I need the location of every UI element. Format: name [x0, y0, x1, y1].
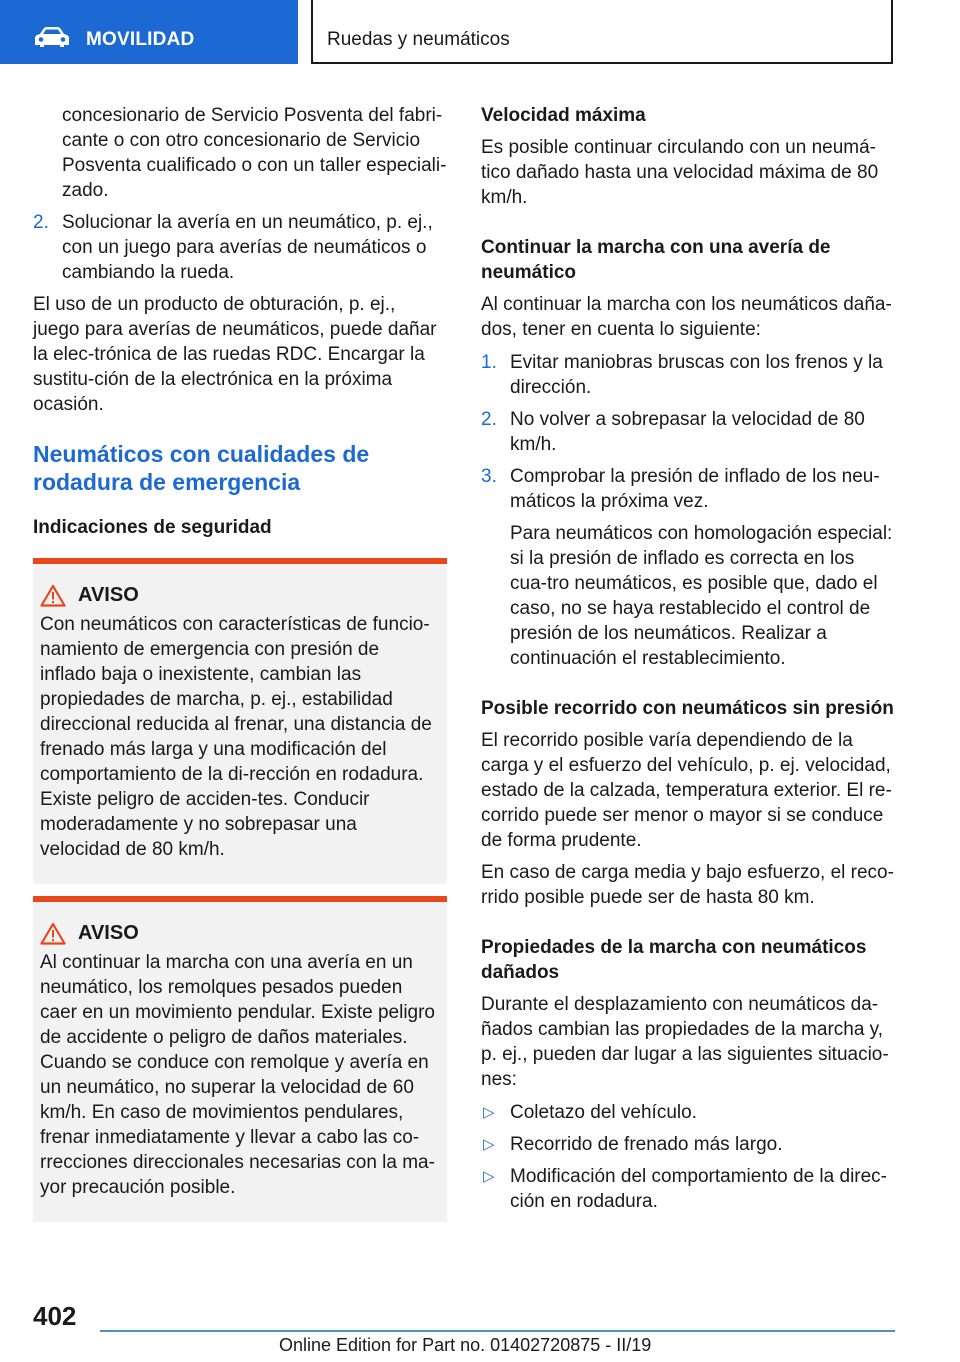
paragraph: Al continuar la marcha con los neumáticos daña-dos, tener en cuenta lo siguiente: [481, 294, 892, 340]
bullet-triangle-icon: ▷ [483, 1168, 495, 1185]
subheading: Posible recorrido con neumáticos sin presión [481, 698, 894, 719]
bullet-text: Modificación del comportamiento de la direc-ción en rodadura. [510, 1166, 888, 1212]
step-number: 1. [481, 352, 497, 373]
list-item [481, 407, 895, 457]
step-text: No volver a sobrepasar la velocidad de 80 km/h. [510, 409, 865, 455]
header-section [311, 0, 893, 64]
step-text: Evitar maniobras bruscas con los frenos y la dirección. [510, 352, 883, 398]
right-column [481, 103, 895, 1214]
warning-text: Con neumáticos con características de funcio-namiento de emergencia con presión de inflado baja o inexistente, cambian las propiedades de marcha, p. ej., estabilidad direccional reducida al frenar, una distancia de frenado más larga y una modificación del comportamiento de la di-rección en rodadura. Existe peligro de acciden-tes. Conducir moderadamente y no sobrepasar una velocidad de 80 km/h. [40, 614, 432, 860]
car-icon [34, 26, 70, 48]
list-item [481, 464, 895, 514]
warning-box [33, 896, 447, 1222]
header-tab-movilidad[interactable] [0, 0, 298, 64]
paragraph: El recorrido posible varía dependiendo de la carga y el esfuerzo del vehículo, p. ej. velocidad, estado de la calzada, temperatura exterior. El re-corrido puede ser menor o mayor si se conduce de forma prudente. [481, 730, 892, 851]
step-number: 3. [481, 466, 497, 487]
warning-label: AVISO [78, 921, 139, 944]
section-heading: Neumáticos con cualidades de rodadura de emergencia [33, 441, 370, 495]
subheading: Indicaciones de seguridad [33, 517, 272, 538]
subheading: Propiedades de la marcha con neumáticos dañados [481, 937, 867, 983]
bullet-text: Coletazo del vehículo. [510, 1102, 697, 1123]
list-item [481, 1132, 895, 1157]
footer-edition: Online Edition for Part no. 01402720875 - II/19 [279, 1335, 652, 1355]
paragraph-rdc: El uso de un producto de obturación, p. ej., juego para averías de neumáticos, puede dañar la elec-trónica de las ruedas RDC. Encargar la sustitu-ción de la electrónica en la próxima ocasión. [33, 294, 437, 415]
list-item [481, 1164, 895, 1214]
subheading: Velocidad máxima [481, 105, 646, 126]
paragraph: En caso de carga media y bajo esfuerzo, el reco-rrido posible puede ser de hasta 80 km. [481, 862, 894, 908]
step-text: Solucionar la avería en un neumático, p. ej., con un juego para averías de neumáticos o cambiando la rueda. [62, 212, 433, 283]
step-note: Para neumáticos con homologación especial: si la presión de inflado es correcta en los cua-tro neumáticos, es posible que, dado el caso, no se haya restablecido el control de presión de los neumáticos. Realizar a continuación el restablecimiento. [510, 523, 893, 669]
warning-icon [40, 922, 66, 945]
bullet-triangle-icon: ▷ [483, 1104, 495, 1121]
step-number: 2. [33, 212, 49, 233]
warning-icon [40, 584, 66, 607]
section-title: Ruedas y neumáticos [327, 29, 510, 50]
bullet-triangle-icon: ▷ [483, 1136, 495, 1153]
step-text: Comprobar la presión de inflado de los neu-máticos la próxima vez. [510, 466, 880, 512]
header-tab-label: MOVILIDAD [86, 29, 195, 50]
left-column [33, 103, 447, 1222]
list-item [481, 350, 895, 400]
continued-paragraph: concesionario de Servicio Posventa del fabri-cante o con otro concesionario de Servicio Posventa cualificado o con un taller especiali-zado. [62, 105, 447, 201]
bullet-text: Recorrido de frenado más largo. [510, 1134, 783, 1155]
subheading: Continuar la marcha con una avería de neumático [481, 237, 831, 283]
footer-divider [100, 1330, 895, 1332]
paragraph: Durante el desplazamiento con neumáticos da-ñados cambian las propiedades de la marcha y, p. ej., pueden dar lugar a las siguientes situacio-nes: [481, 994, 889, 1090]
page-number: 402 [33, 1301, 77, 1331]
warning-box [33, 558, 447, 884]
list-item [481, 1100, 895, 1125]
list-item [33, 210, 447, 285]
warning-title [40, 920, 440, 946]
warning-label: AVISO [78, 583, 139, 606]
paragraph: Es posible continuar circulando con un neumá-tico dañado hasta una velocidad máxima de 80 km/h. [481, 137, 879, 208]
warning-title [40, 582, 440, 608]
warning-text: Al continuar la marcha con una avería en un neumático, los remolques pesados pueden caer en un movimiento pendular. Existe peligro de accidente o peligro de daños materiales. Cuando se conduce con remolque y avería en un neumático, no superar la velocidad de 60 km/h. En caso de movimientos pendulares, frenar inmediatamente y llevar a cabo las co-rrecciones direccionales necesarias con la ma-yor precaución posible. [40, 952, 436, 1198]
step-number: 2. [481, 409, 497, 430]
